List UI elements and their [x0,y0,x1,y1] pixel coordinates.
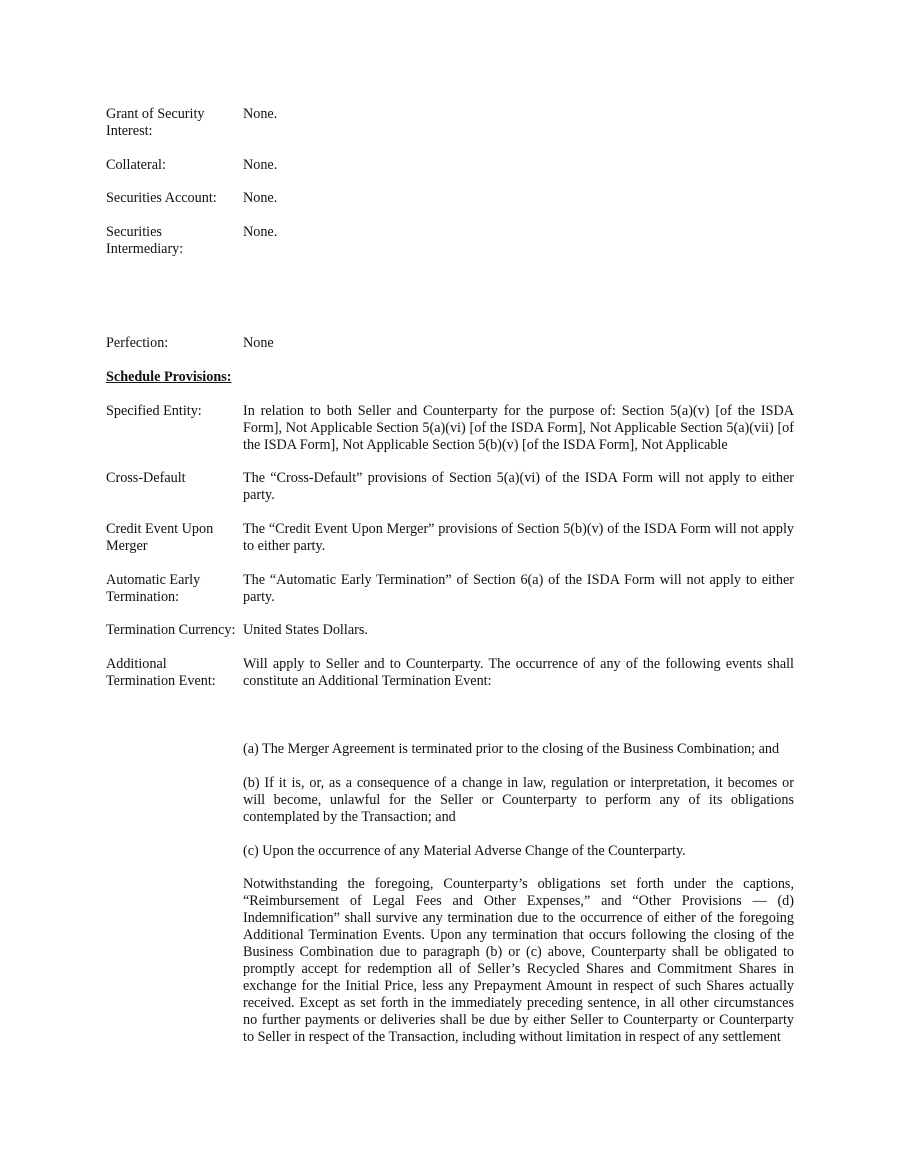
schedule-provisions-heading: Schedule Provisions: [106,369,232,385]
termination-currency-label: Termination Currency: [106,622,236,638]
collateral-value: None. [243,157,278,173]
automatic-early-termination-value: The “Automatic Early Termination” of Section 6(a) of the ISDA Form will not apply to either party. [243,572,794,605]
collateral-label: Collateral: [106,157,166,173]
termination-currency-value: United States Dollars. [243,622,368,638]
cross-default-value: The “Cross-Default” provisions of Section 5(a)(vi) of the ISDA Form will not apply to either party. [243,470,794,503]
securities-account-label: Securities Account: [106,190,217,206]
credit-event-upon-merger-value: The “Credit Event Upon Merger” provisions of Section 5(b)(v) of the ISDA Form will not apply to either party. [243,521,794,554]
securities-account-value: None. [243,190,278,206]
additional-termination-event-label: Additional Termination Event: [106,656,216,689]
grant-of-security-interest-label: Grant of Security Interest: [106,106,205,139]
securities-intermediary-label: Securities Intermediary: [106,224,184,257]
additional-termination-event-value: Will apply to Seller and to Counterparty. The occurrence of any of the following events shall constitute an Additional Termination Event: [243,656,794,689]
automatic-early-termination-label: Automatic Early Termination: [106,572,201,605]
credit-event-upon-merger-label: Credit Event Upon Merger [106,521,214,554]
termination-event-c: (c) Upon the occurrence of any Material Adverse Change of the Counterparty. [243,843,686,859]
specified-entity-label: Specified Entity: [106,403,202,419]
termination-event-a: (a) The Merger Agreement is terminated prior to the closing of the Business Combination; and [243,741,780,757]
specified-entity-value: In relation to both Seller and Counterparty for the purpose of: Section 5(a)(v) [of the ISDA Form], Not Applicable Section 5(a)(vi) [of the ISDA Form], Not Applicable Section 5(a)(vii) [of the ISDA Form], Not Applicable Section 5(b)(v) [of the ISDA Form], Not Applicable [243,403,794,453]
termination-event-b: (b) If it is, or, as a consequence of a change in law, regulation or interpretation, it becomes or will become, unlawful for the Seller or Counterparty to perform any of its obligations contemplated by the Transaction; and [243,775,794,825]
perfection-label: Perfection: [106,335,169,351]
cross-default-label: Cross-Default [106,470,186,486]
notwithstanding-paragraph: Notwithstanding the foregoing, Counterparty’s obligations set forth under the captions, “Reimbursement of Legal Fees and Other Expenses,” and “Other Provisions — (d) Indemnification” shall survive any termination due to the occurrence of either of the foregoing Additional Termination Events. Upon any termination that occurs following the closing of the Business Combination due to paragraph (b) or (c) above, Counterparty shall be obligated to promptly accept for redemption all of Seller’s Recycled Shares and Commitment Shares in exchange for the Initial Price, less any Prepayment Amount in respect of such Shares actually received. Except as set forth in the immediately preceding sentence, in all other circumstances no further payments or deliveries shall be due by either Seller to Counterparty or Counterparty to Seller in respect of the Transaction, including without limitation in respect of any settlement [243,876,794,1045]
perfection-value: None [243,335,274,351]
grant-of-security-interest-value: None. [243,106,278,122]
securities-intermediary-value: None. [243,224,278,240]
